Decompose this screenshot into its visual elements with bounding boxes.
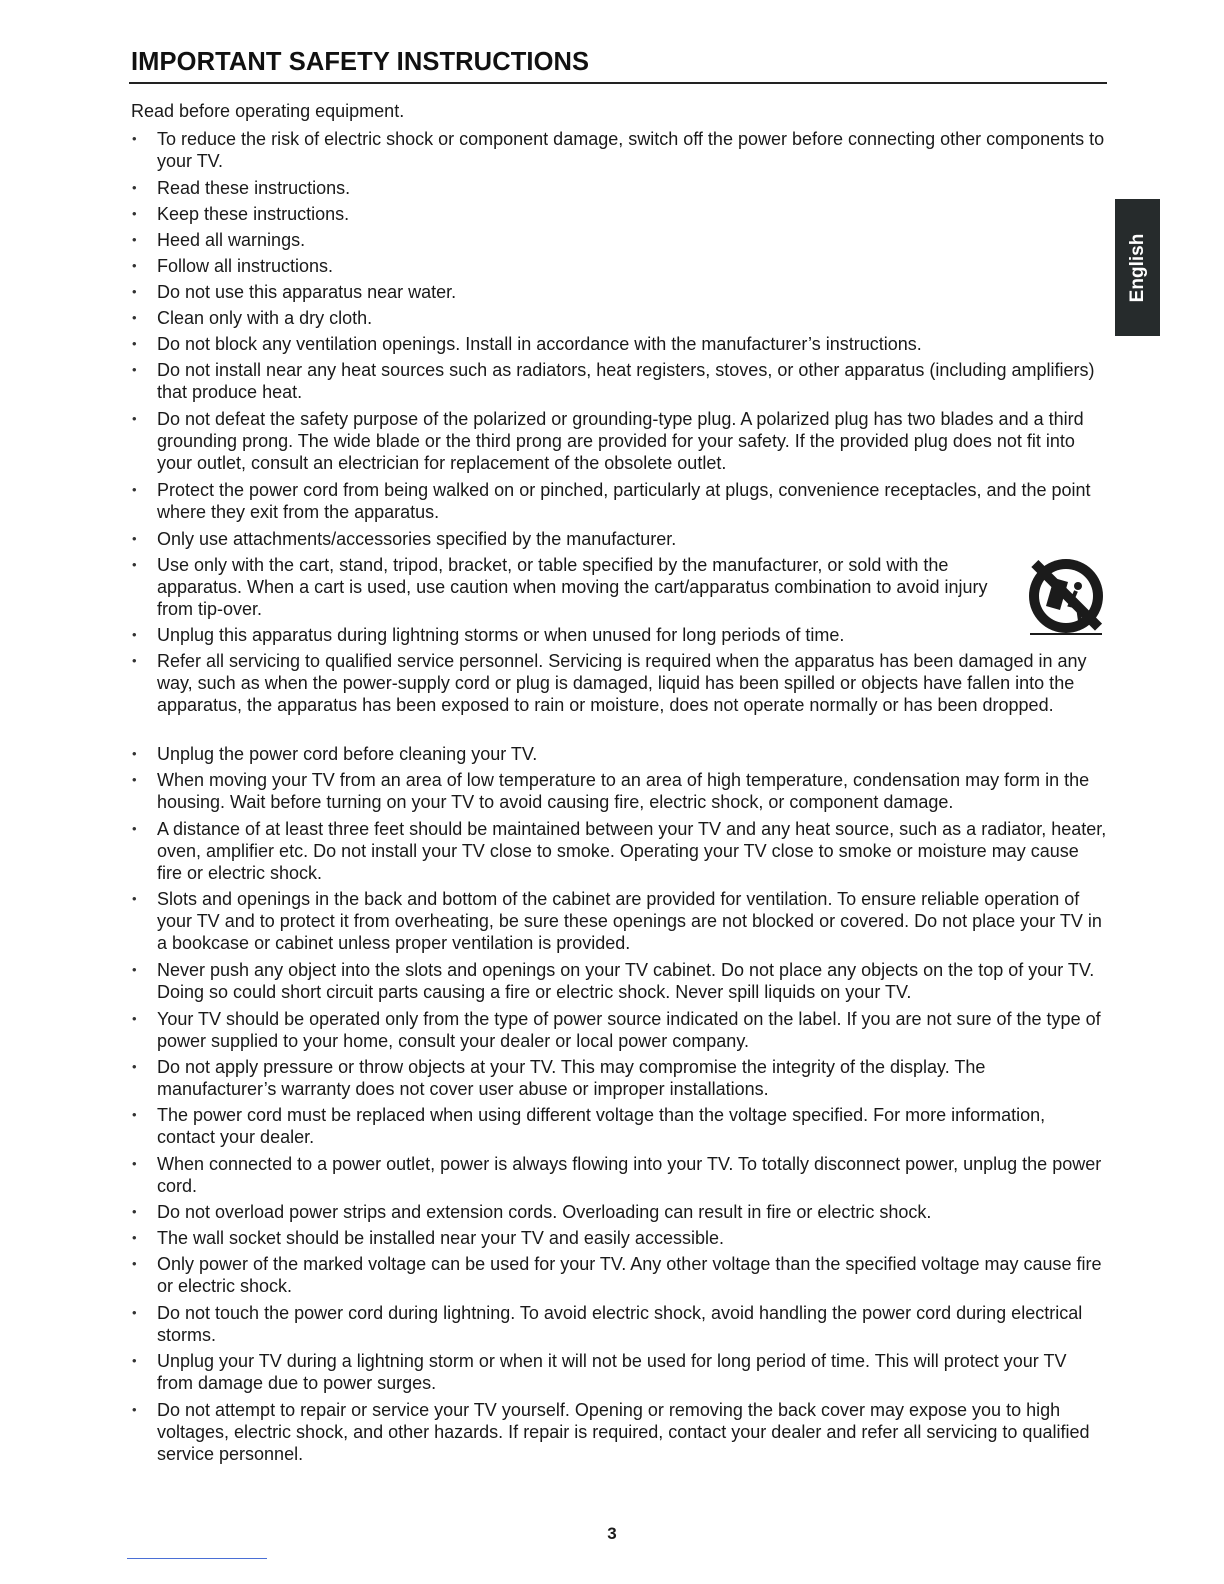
list-item: • When moving your TV from an area of low temperature to an area of high temperature, condensation may form in the housing. Wait before turning on your TV to avoid causing fire, electric shock, or component damage. <box>157 769 1107 813</box>
list-item: • Unplug the power cord before cleaning your TV. <box>157 743 1107 765</box>
list-item: • Protect the power cord from being walked on or pinched, particularly at plugs, convenience receptacles, and the point where they exit from the apparatus. <box>157 479 1107 523</box>
list-item: • Use only with the cart, stand, tripod, bracket, or table specified by the manufacturer, or sold with the apparatus. When a cart is used, use caution when moving the cart/apparatus combination to avoid injury from tip-over. <box>157 554 1017 621</box>
list-item: • Slots and openings in the back and bottom of the cabinet are provided for ventilation. To ensure reliable operation of your TV and to protect it from overheating, be sure these openings are not blocked or covered. Do not place your TV in a bookcase or cabinet unless proper ventilation is provided. <box>157 888 1107 955</box>
list-item: • Do not use this apparatus near water. <box>157 281 1107 303</box>
language-tab <box>1115 199 1160 336</box>
list-item: • Do not install near any heat sources such as radiators, heat registers, stoves, or other apparatus (including amplifiers) that produce heat. <box>157 359 1107 403</box>
list-item: • Follow all instructions. <box>157 255 1107 277</box>
list-item: • Heed all warnings. <box>157 229 1107 251</box>
list-item: • Clean only with a dry cloth. <box>157 307 1107 329</box>
list-item: • When connected to a power outlet, power is always flowing into your TV. To totally disconnect power, unplug the power cord. <box>157 1153 1107 1197</box>
list-item: • Do not overload power strips and extension cords. Overloading can result in fire or electric shock. <box>157 1201 1107 1223</box>
list-item: • Never push any object into the slots and openings on your TV cabinet. Do not place any objects on the top of your TV. Doing so could short circuit parts causing a fire or electric shock. Never spill liquids on your TV. <box>157 959 1107 1003</box>
intro-text: Read before operating equipment. <box>131 101 405 121</box>
list-item: • To reduce the risk of electric shock or component damage, switch off the power before connecting other components to your TV. <box>157 128 1107 172</box>
list-item: • Your TV should be operated only from the type of power source indicated on the label. If you are not sure of the type of power supplied to your home, consult your dealer or local power company. <box>157 1008 1107 1052</box>
list-item: • Keep these instructions. <box>157 203 1107 225</box>
list-item: • The power cord must be replaced when using different voltage than the voltage specified. For more information, contact your dealer. <box>157 1104 1107 1148</box>
list-item: • A distance of at least three feet should be maintained between your TV and any heat source, such as a radiator, heater, oven, amplifier etc. Do not install your TV close to smoke. Operating your TV close to smoke or moisture may cause fire or electric shock. <box>157 818 1107 885</box>
list-item: • Only use attachments/accessories specified by the manufacturer. <box>157 528 1107 550</box>
title-divider <box>129 82 1107 84</box>
page-title: IMPORTANT SAFETY INSTRUCTIONS <box>131 48 590 76</box>
list-item: • Unplug your TV during a lightning storm or when it will not be used for long period of time. This will protect your TV from damage due to power surges. <box>157 1350 1107 1394</box>
list-item: • Read these instructions. <box>157 177 1107 199</box>
list-item: • Do not touch the power cord during lightning. To avoid electric shock, avoid handling the power cord during electrical storms. <box>157 1302 1107 1346</box>
list-item: • Do not attempt to repair or service your TV yourself. Opening or removing the back cover may expose you to high voltages, electric shock, and other hazards. If repair is required, contact your dealer and refer all servicing to qualified service personnel. <box>157 1399 1107 1466</box>
list-item: • Unplug this apparatus during lightning storms or when unused for long periods of time. <box>157 624 1017 646</box>
list-item: • Do not defeat the safety purpose of the polarized or grounding-type plug. A polarized plug has two blades and a third grounding prong. The wide blade or the third prong are provided for your safety. If the provided plug does not fit into your outlet, consult an electrician for replacement of the obsolete outlet. <box>157 408 1107 475</box>
list-item: • Do not block any ventilation openings. Install in accordance with the manufacturer’s instructions. <box>157 333 1107 355</box>
list-item: • Only power of the marked voltage can be used for your TV. Any other voltage than the specified voltage may cause fire or electric shock. <box>157 1253 1107 1297</box>
footer-divider <box>127 1558 267 1559</box>
page-number: 3 <box>607 1524 617 1543</box>
language-tab-label: English <box>1126 233 1148 302</box>
list-item: • Do not apply pressure or throw objects at your TV. This may compromise the integrity of the display. The manufacturer’s warranty does not cover user abuse or improper installations. <box>157 1056 1107 1100</box>
cart-tip-over-warning-icon <box>1024 556 1108 640</box>
list-item: • The wall socket should be installed near your TV and easily accessible. <box>157 1227 1107 1249</box>
list-item: • Refer all servicing to qualified service personnel. Servicing is required when the apparatus has been damaged in any way, such as when the power-supply cord or plug is damaged, liquid has been spilled or objects have fallen into the apparatus, the apparatus has been exposed to rain or moisture, does not operate normally or has been dropped. <box>157 650 1107 717</box>
